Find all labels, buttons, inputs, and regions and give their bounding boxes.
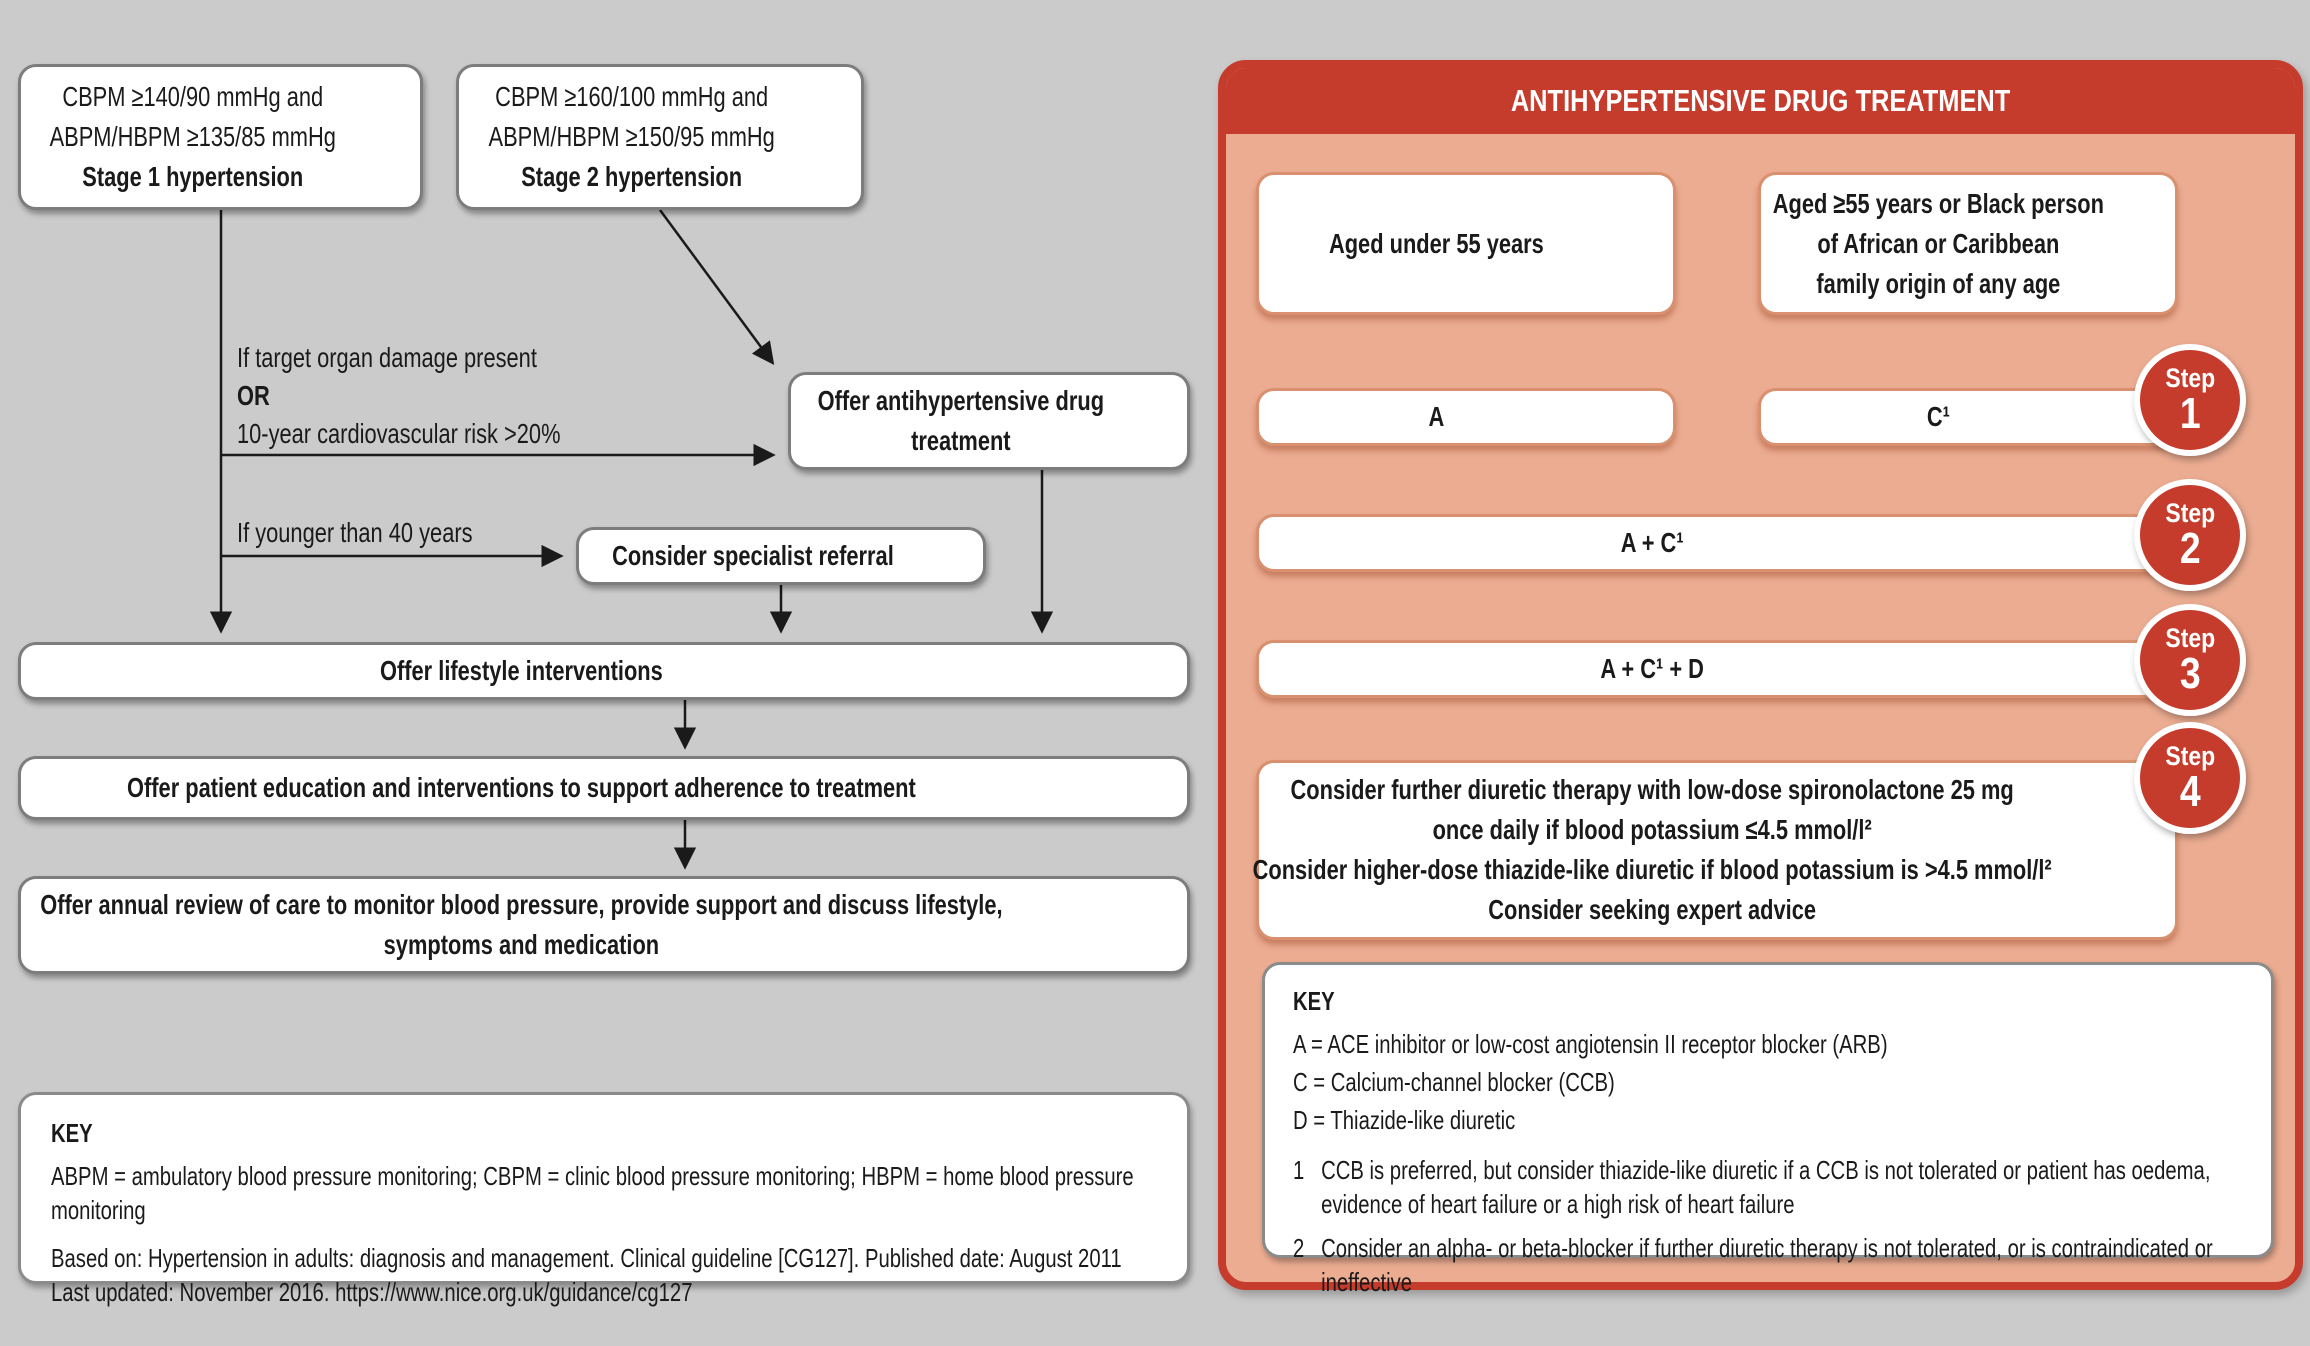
stage2-line1: CBPM ≥160/100 mmHg and: [495, 81, 769, 112]
key-footnote-1: [1293, 1153, 2243, 1221]
aged-over-55-line2: of African or Caribbean: [1817, 227, 2060, 259]
step1-badge: [2134, 344, 2246, 456]
key-footnote-1-number: 1: [1293, 1155, 1305, 1185]
aged-over-55-box: [1758, 172, 2178, 315]
younger-label-text: If younger than 40 years: [237, 517, 473, 548]
right-key-title: KEY: [1293, 986, 1335, 1016]
step3-badge-label: Step: [2165, 623, 2215, 653]
step4-box: [1252, 760, 2178, 940]
step2-text: A + C¹: [1620, 527, 1684, 558]
offer-drug-line2: treatment: [911, 425, 1011, 456]
offer-drug-treatment-box: [788, 372, 1190, 470]
key-def-a: A = ACE inhibitor or low-cost angiotensin II receptor blocker (ARB): [1293, 1029, 1888, 1059]
key-footnote-1-text: CCB is preferred, but consider thiazide-like diuretic if a CCB is not tolerated or patient has oedema, evidence of heart failure or a high risk of heart failure: [1321, 1155, 2211, 1219]
patient-education-text: Offer patient education and interventions to support adherence to treatment: [127, 772, 917, 803]
step3-badge-number: 3: [2179, 649, 2201, 698]
step1-c-text: C¹: [1927, 401, 1951, 432]
aged-under-55-box: [1256, 172, 1676, 315]
specialist-referral-text: Consider specialist referral: [611, 540, 894, 571]
stage1-line2: ABPM/HBPM ≥135/85 mmHg: [49, 121, 336, 152]
step1-badge-label: Step: [2165, 363, 2215, 393]
lifestyle-interventions-text: Offer lifestyle interventions: [380, 655, 664, 686]
stage1-line1: CBPM ≥140/90 mmHg and: [61, 81, 323, 112]
organ-label-line1: If target organ damage present: [237, 342, 537, 373]
step2-bar: [1256, 514, 2178, 572]
offer-drug-line1: Offer antihypertensive drug: [817, 385, 1105, 416]
key-footnote-2: [1293, 1231, 2243, 1299]
annual-review-bar: [18, 876, 1190, 974]
step1-badge-number: 1: [2179, 389, 2201, 438]
left-key-source: Based on: Hypertension in adults: diagnosis and management. Clinical guideline [CG127]. Published date: August 2011 Last updated: November 2016. https://www.nice.org.uk/guidance/cg127: [51, 1243, 1122, 1307]
step4-line3: Consider higher-dose thiazide-like diuretic if blood potassium is >4.5 mmol/l²: [1252, 854, 2052, 885]
annual-review-line1: Offer annual review of care to monitor blood pressure, provide support and discuss lifestyle,: [40, 889, 1003, 920]
step4-badge-label: Step: [2165, 741, 2215, 771]
step4-line1: Consider further diuretic therapy with low-dose spironolactone 25 mg: [1290, 774, 2015, 805]
organ-label-line3: 10-year cardiovascular risk >20%: [237, 418, 561, 449]
key-def-d: D = Thiazide-like diuretic: [1293, 1105, 1516, 1135]
stage2-line2: ABPM/HBPM ≥150/95 mmHg: [488, 121, 775, 152]
left-key-abbreviations: ABPM = ambulatory blood pressure monitoring; CBPM = clinic blood pressure monitoring; HBPM = home blood pressure monitoring: [51, 1161, 1134, 1225]
step4-badge-number: 4: [2179, 767, 2201, 816]
step2-badge-label: Step: [2165, 498, 2215, 528]
step4-line4: Consider seeking expert advice: [1488, 894, 1817, 925]
aged-over-55-line1: Aged ≥55 years or Black person: [1773, 187, 2105, 219]
step2-badge-number: 2: [2179, 524, 2201, 573]
target-organ-damage-label: [237, 339, 652, 453]
step2-badge: [2134, 479, 2246, 591]
aged-over-55-line3: family origin of any age: [1816, 267, 2061, 299]
key-footnote-2-number: 2: [1293, 1233, 1305, 1263]
step4-badge: [2134, 722, 2246, 834]
patient-education-bar: [18, 756, 1190, 820]
lifestyle-interventions-bar: [18, 642, 1190, 700]
right-key-box: [1262, 962, 2274, 1297]
step3-text: A + C¹ + D: [1600, 653, 1705, 684]
panel-header: [1226, 68, 2295, 134]
stage2-hypertension-box: [456, 64, 864, 210]
step3-badge: [2134, 604, 2246, 716]
panel-title: ANTIHYPERTENSIVE DRUG TREATMENT: [1510, 83, 2011, 118]
step1-c-box: [1758, 388, 2178, 446]
step3-bar: [1256, 640, 2178, 698]
annual-review-line2: symptoms and medication: [384, 929, 660, 960]
specialist-referral-box: [576, 527, 986, 585]
left-key-box: [18, 1092, 1190, 1307]
organ-label-line2: OR: [237, 380, 270, 411]
younger-than-40-label: [237, 514, 539, 552]
left-key-title: KEY: [51, 1118, 93, 1148]
arrow-stage2-to-drug-treatment: [660, 210, 772, 362]
stage2-line3: Stage 2 hypertension: [521, 161, 743, 192]
key-def-c: C = Calcium-channel blocker (CCB): [1293, 1067, 1615, 1097]
step4-line2: once daily if blood potassium ≤4.5 mmol/l²: [1432, 814, 1873, 845]
step1-a-box: [1256, 388, 1676, 446]
step1-a-text: A: [1428, 401, 1445, 432]
key-footnote-2-text: Consider an alpha- or beta-blocker if further diuretic therapy is not tolerated, or is contraindicated or ineffective: [1321, 1233, 2213, 1297]
aged-under-55-text: Aged under 55 years: [1329, 227, 1545, 259]
stage1-hypertension-box: [18, 64, 423, 210]
stage1-line3: Stage 1 hypertension: [81, 161, 303, 192]
